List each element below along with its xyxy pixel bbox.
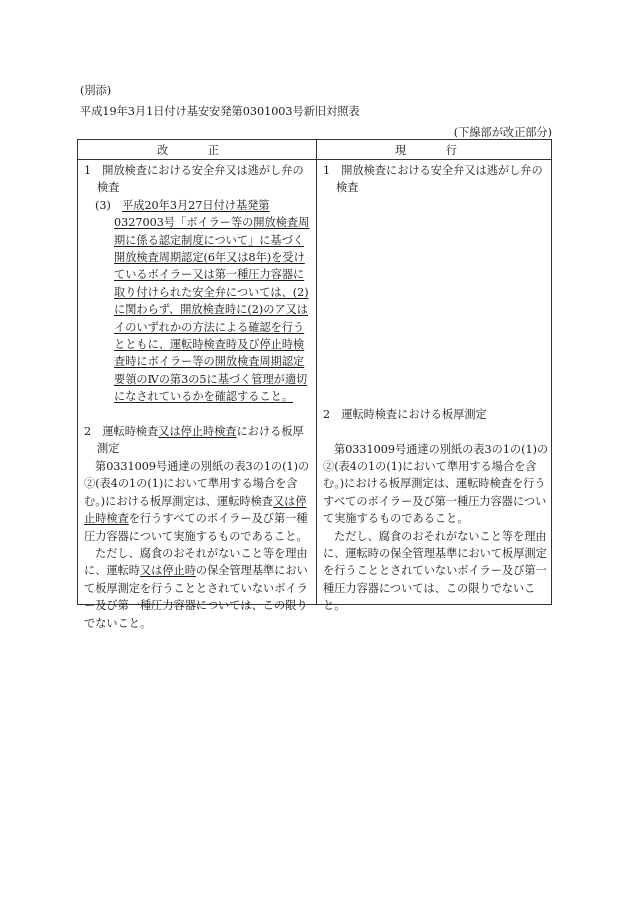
revised-p2-underlined: 又は停止時 bbox=[139, 564, 196, 578]
comparison-table bbox=[77, 139, 552, 630]
annex-label: (別添) bbox=[80, 84, 112, 97]
revised-item2-heading-post: における板厚測定 bbox=[97, 425, 304, 456]
underline-note: (下線部が改正部分) bbox=[453, 126, 552, 139]
revised-column bbox=[84, 162, 312, 632]
revised-p2-post: の保全管理基準において板厚測定を行うこととされていないボイラー及び第一種圧力容器については、この限りでないこと。 bbox=[84, 564, 308, 630]
revised-item2-number: 2 bbox=[84, 425, 103, 439]
header-revised: 改 正 bbox=[157, 144, 237, 157]
revised-item2-heading-pre: 運転時検査 bbox=[102, 425, 159, 439]
current-item1-heading: 1 開放検査における安全弁又は逃がし弁の検査 bbox=[323, 164, 543, 195]
revised-item2-heading-underlined: 又は停止時検査 bbox=[158, 425, 237, 439]
revised-p1-pre: 第0331009号通達の別紙の表3の1の(1)の②(表4の1の(1)において準用する場合を含む。)における板厚測定は、運転時検査 bbox=[84, 459, 310, 508]
revised-item1-heading: 1 開放検査における安全弁又は逃がし弁の検査 bbox=[84, 164, 304, 195]
revised-item2-paragraph1 bbox=[84, 458, 312, 545]
revised-item2-heading bbox=[84, 423, 312, 458]
current-item2-paragraph2: ただし、腐食のおそれがないこと等を理由に、運転時の保全管理基準において板厚測定を行うこととされていないボイラー及び第一種圧力容器については、この限りでないこと。 bbox=[323, 529, 547, 613]
revised-item1-sub-text: 平成20年3月27日付け基発第0327003号「ボイラー等の開放検査周期に係る認定制度について」に基づく開放検査周期認定(6年又は8年)を受けているボイラー又は第一種圧力容器に取り付けられた安全弁については、(2)に関わらず、開放検査時に(2)のア又はイのいずれかの方法による確認を行うとともに、運転時検査時及び停止時検査時にボイラー等の開放検査周期認定要領のⅣの第3の5に基づく管理が適切になされているかを確認すること。 bbox=[114, 198, 310, 404]
document-title: 平成19年3月1日付け基安安発第0301003号新旧対照表 bbox=[80, 105, 360, 118]
table-header-row bbox=[78, 140, 551, 160]
revised-p2-pre: ただし、腐食のおそれがないこと等を理由に、運転時 bbox=[84, 546, 308, 578]
current-item2-paragraph1: 第0331009号通達の別紙の表3の1の(1)の②(表4の1の(1)において準用する場合を含む。)における板厚測定は、運転時検査を行うすべてのボイラー及び第一種圧力容器について実施するものであること。 bbox=[323, 442, 549, 526]
current-item2-heading: 2 運転時検査における板厚測定 bbox=[323, 407, 487, 421]
revised-item1-sub-number: (3) bbox=[95, 198, 111, 212]
revised-item1-sub bbox=[84, 197, 312, 406]
revised-p1-underlined: 又は停止時検査 bbox=[84, 494, 307, 526]
header-current: 現 行 bbox=[395, 144, 475, 157]
revised-item2-paragraph2 bbox=[84, 545, 312, 632]
current-column bbox=[323, 162, 549, 615]
revised-p1-post: を行うすべてのボイラー及び第一種圧力容器について実施するものであること。 bbox=[84, 512, 308, 543]
column-divider bbox=[316, 140, 317, 604]
